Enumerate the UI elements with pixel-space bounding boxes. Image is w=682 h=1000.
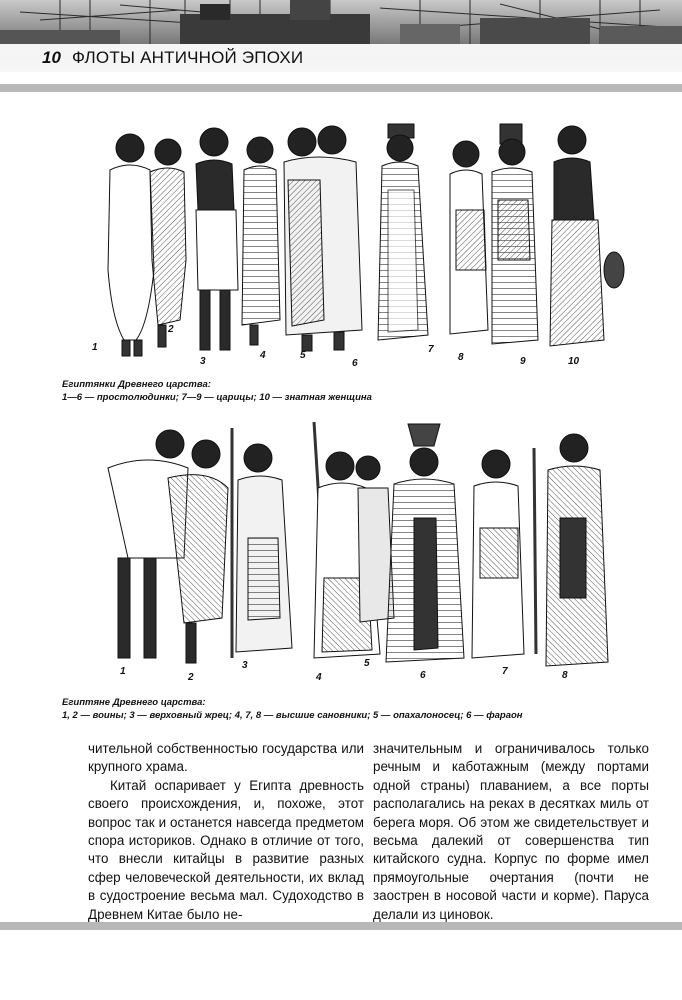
fig2-number: 4 xyxy=(316,672,322,683)
footer-divider xyxy=(0,922,682,930)
fig2-number: 2 xyxy=(188,672,194,683)
left-paragraph-continuation: чительной собственностью государства или крупного храма. xyxy=(88,741,364,775)
fig2-number: 5 xyxy=(364,658,370,669)
fig1-number: 5 xyxy=(300,350,306,361)
right-text-column xyxy=(373,740,649,924)
fig1-number: 8 xyxy=(458,352,464,363)
left-text-column xyxy=(88,740,364,924)
fig1-number: 3 xyxy=(200,356,206,367)
fig2-number: 6 xyxy=(420,670,426,681)
figure2-caption-legend: 1, 2 — воины; 3 — верховный жрец; 4, 7, 8 — высшие сановники; 5 — опахалоносец; 6 — фараон xyxy=(62,710,523,721)
fig2-number: 7 xyxy=(502,666,508,677)
figure1-caption xyxy=(62,378,662,404)
egyptian-men-illustration xyxy=(88,418,628,678)
woman-figure-7-queen xyxy=(378,124,428,340)
woman-figure-4 xyxy=(242,137,280,345)
man-figure-8-dignitary xyxy=(534,434,608,666)
woman-figure-5-6-pair xyxy=(284,126,362,351)
fig1-number: 4 xyxy=(260,350,266,361)
figure2-caption-title: Египтяне Древнего царства: xyxy=(62,697,206,708)
woman-figure-2 xyxy=(150,139,186,347)
header-divider xyxy=(0,84,682,92)
fig1-number: 6 xyxy=(352,358,358,369)
title-bar xyxy=(0,44,682,72)
fig1-number: 2 xyxy=(168,324,174,335)
man-figure-3-high-priest xyxy=(232,428,292,658)
man-figure-6-pharaoh xyxy=(386,424,464,662)
figure2-caption xyxy=(62,696,662,722)
woman-figure-3 xyxy=(196,128,238,350)
fig2-number: 1 xyxy=(120,666,126,677)
figure1-caption-title: Египтянки Древнего царства: xyxy=(62,379,211,390)
page-number: 10 xyxy=(42,48,61,67)
fig1-number: 10 xyxy=(568,356,580,367)
fig2-number: 3 xyxy=(242,660,248,671)
section-title: ФЛОТЫ АНТИЧНОЙ ЭПОХИ xyxy=(72,48,304,67)
fig1-number: 1 xyxy=(92,342,98,353)
woman-figure-8 xyxy=(450,141,488,334)
right-paragraph: значительным и ограничивалось только речным и каботажным (между портами одной страны) плаванием, а все порты располагались на реках в десятках миль от берега моря. Об этом же свидетельствует и весьма далекий от совершенства тип китайского судна. Корпус по форме имел прямоугольные очертания (почти не заострен в носовой части и корме). Паруса делали из циновок. xyxy=(373,741,649,922)
fig1-number: 7 xyxy=(428,344,434,355)
fig2-number: 8 xyxy=(562,670,568,681)
woman-figure-1 xyxy=(108,134,154,356)
man-figure-5-fan-bearer xyxy=(356,456,394,622)
man-figure-7-dignitary xyxy=(472,450,524,658)
woman-figure-9-queen xyxy=(492,124,538,344)
left-paragraph-china: Китай оспаривает у Египта древность своего происхождения, и, похоже, этот вопрос так и останется навсегда предметом спора историков. Однако в отличие от того, что внесли китайцы в развитие разных сфер человеческой деятельности, их вклад в судостроение весьма мал. Судоходство в Древнем Китае было не- xyxy=(88,777,364,922)
woman-figure-10-noblewoman xyxy=(550,126,624,346)
figure1-caption-legend: 1—6 — простолюдинки; 7—9 — царицы; 10 — знатная женщина xyxy=(62,392,372,403)
men-figures-engraving xyxy=(88,418,628,678)
fig1-number: 9 xyxy=(520,356,526,367)
page-header xyxy=(0,0,682,72)
